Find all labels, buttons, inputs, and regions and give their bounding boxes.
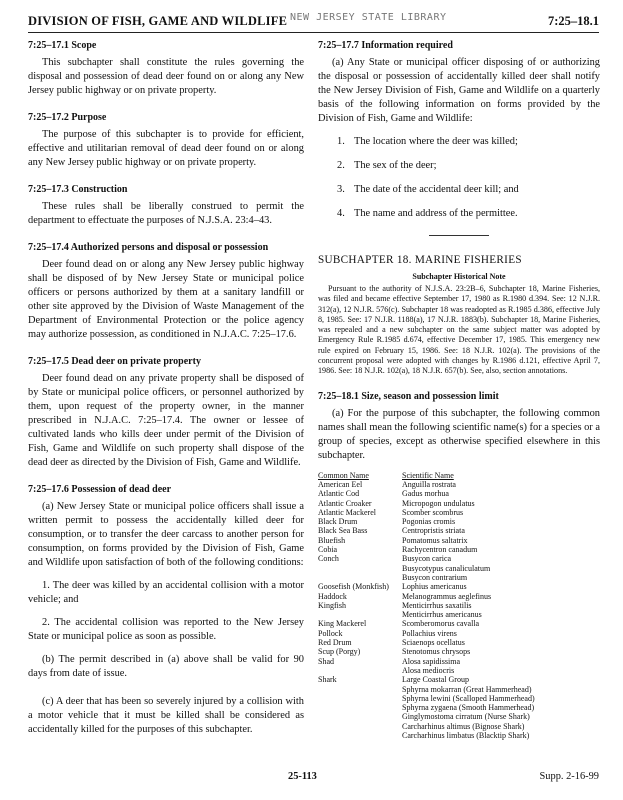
common-name-cell <box>318 703 402 712</box>
table-row <box>318 592 592 601</box>
common-name-cell: Black Drum <box>318 517 358 527</box>
section-text-17-5: Deer found dead on any private property shall be disposed of by State or municipal police officers, or personnel authorized by them, upon request of the property owner, in the manner prescribed in N.J.A.C. 7:25–17.4. The owner or lessee of cultivated lands who kills deer under permit of the Division of Fish, Game and Wildlife on such property shall dispose of the dead deer as directed by the Division of Fish, Game and Wildlife. <box>28 373 304 468</box>
scientific-name-cell: Busycon contrarium <box>402 572 468 582</box>
table-row <box>318 712 592 721</box>
scientific-name-cell: Sphyrna mokarran (Great Hammerhead) <box>402 684 532 694</box>
scientific-name-cell: Gadus morhua <box>402 489 449 499</box>
common-name-cell: Atlantic Cod <box>318 489 360 499</box>
left-column <box>28 40 304 737</box>
scientific-name-cell: Scomber scombrus <box>402 507 464 517</box>
section-heading-17-5: 7:25–17.5 Dead deer on private property <box>28 356 201 367</box>
scientific-name-cell: Pomatomus saltatrix <box>402 535 468 545</box>
right-column <box>318 40 600 740</box>
section-text-17-3: These rules shall be liberally construed to permit the department to effectuate the purposes of N.J.S.A. 23:4–43. <box>28 201 304 226</box>
table-row <box>318 666 592 675</box>
table-row <box>318 480 592 489</box>
table-row <box>318 647 592 656</box>
section-text-17-6-a: (a) New Jersey State or municipal police officers shall issue a written permit to possess the accidentally killed deer for consumption, or to transfer the deer carcass to another person for consumption, on forms provided by the Division of Fish, Game and Wildlife upon satisfaction of both of the following conditions: <box>28 501 304 568</box>
common-name-cell <box>318 610 402 619</box>
scientific-name-cell: Carcharhinus limbatus (Blacktip Shark) <box>402 730 530 740</box>
scientific-name-cell: Menticirrhus saxatilis <box>402 600 472 610</box>
table-row <box>318 554 592 563</box>
subchapter-title: SUBCHAPTER 18. MARINE FISHERIES <box>318 254 522 266</box>
common-name-cell: Kingfish <box>318 600 346 610</box>
condition-2: 2. The accidental collision was reported to the New Jersey State or municipal police as soon as possible. <box>28 617 304 642</box>
section-text-17-1: This subchapter shall constitute the rules governing the disposal and possession of dead deer found on or along any New Jersey public highway or on private property. <box>28 57 304 96</box>
supplement-date: Supp. 2-16-99 <box>539 771 599 782</box>
scientific-name-cell: Busycotypus canaliculatum <box>402 563 491 573</box>
scientific-name-cell: Stenotomus chrysops <box>402 647 471 657</box>
scientific-name-cell: Alosa mediocris <box>402 665 455 675</box>
header-section-number: 7:25–18.1 <box>547 14 599 28</box>
common-name-header: Common Name <box>318 470 369 480</box>
list-item: 4. The name and address of the permittee. <box>337 208 518 219</box>
common-name-cell <box>318 694 402 703</box>
common-name-cell: Cobia <box>318 545 338 555</box>
scientific-name-cell: Melanogrammus aeglefinus <box>402 591 492 601</box>
common-name-cell: Red Drum <box>318 638 352 648</box>
scientific-name-cell: Sphyrna zygaena (Smooth Hammerhead) <box>402 703 535 713</box>
common-name-cell <box>318 731 402 740</box>
common-name-cell <box>318 573 402 582</box>
table-row <box>318 703 592 712</box>
table-row <box>318 517 592 526</box>
table-row <box>318 499 592 508</box>
common-name-cell <box>318 564 402 573</box>
common-name-cell: Haddock <box>318 591 347 601</box>
common-name-cell: Pollock <box>318 628 343 638</box>
table-row <box>318 694 592 703</box>
common-name-cell: Shark <box>318 675 337 685</box>
section-heading-17-2: 7:25–17.2 Purpose <box>28 112 107 123</box>
section-heading-18-1: 7:25–18.1 Size, season and possession limit <box>318 390 499 402</box>
information-list <box>318 135 600 221</box>
table-row <box>318 526 592 535</box>
scientific-name-cell: Pogonias cromis <box>402 517 456 527</box>
common-name-cell <box>318 685 402 694</box>
table-row <box>318 722 592 731</box>
section-heading-17-1: 7:25–17.1 Scope <box>28 40 97 51</box>
header-division-title: DIVISION OF FISH, GAME AND WILDLIFE <box>28 14 288 28</box>
scientific-name-cell: Centropristis striata <box>402 526 465 536</box>
table-row <box>318 601 592 610</box>
table-header-row <box>318 471 592 480</box>
table-row <box>318 629 592 638</box>
table-row <box>318 731 592 740</box>
scientific-name-cell: Busycon carica <box>402 554 452 564</box>
scientific-name-cell: Micropogon undulatus <box>402 498 475 508</box>
section-text-17-7-a: (a) Any State or municipal officer disposing of or authorizing the disposal or possession of accidentally killed deer shall notify the New Jersey Division of Fish, Game and Wildlife on a quarterly basis of the following information on forms provided by the Division of Fish, Game and Wildlife: <box>318 57 600 124</box>
scientific-name-cell: Anguilla rostrata <box>402 479 456 489</box>
table-row <box>318 657 592 666</box>
common-name-cell: Bluefish <box>318 535 346 545</box>
common-name-cell: American Eel <box>318 479 363 489</box>
condition-1: 1. The deer was killed by an accidental collision with a motor vehicle; and <box>28 580 304 605</box>
common-name-cell: Shad <box>318 656 334 666</box>
table-row <box>318 619 592 628</box>
table-row <box>318 536 592 545</box>
common-name-cell <box>318 712 402 721</box>
common-name-cell <box>318 722 402 731</box>
table-row <box>318 582 592 591</box>
common-name-cell: King Mackerel <box>318 619 367 629</box>
library-stamp: NEW JERSEY STATE LIBRARY <box>290 12 447 23</box>
scientific-name-cell: Alosa sapidissima <box>402 656 460 666</box>
common-name-cell: Black Sea Bass <box>318 526 368 536</box>
scientific-name-cell: Large Coastal Group <box>402 675 469 685</box>
section-text-17-6-b: (b) The permit described in (a) above shall be valid for 90 days from date of issue. <box>28 654 304 679</box>
scientific-name-cell: Sciaenops ocellatus <box>402 638 465 648</box>
table-row <box>318 489 592 498</box>
section-heading-17-7: 7:25–17.7 Information required <box>318 40 453 51</box>
section-text-18-1-a: (a) For the purpose of this subchapter, the following common names shall mean the following scientific name(s) for a species or a group of species, except as otherwise specified elsewhere in this subchapter. <box>318 407 600 461</box>
divider <box>429 235 489 236</box>
table-row <box>318 545 592 554</box>
scientific-name-cell: Pollachius virens <box>402 628 457 638</box>
scientific-name-cell: Scomberomorus cavalla <box>402 619 480 629</box>
table-row <box>318 675 592 684</box>
list-item: 2. The sex of the deer; <box>337 160 437 171</box>
scientific-name-cell: Carcharhinus altimus (Bignose Shark) <box>402 721 525 731</box>
section-heading-17-4: 7:25–17.4 Authorized persons and disposal or possession <box>28 242 269 253</box>
scientific-name-cell: Rachycentron canadum <box>402 545 478 555</box>
section-heading-17-3: 7:25–17.3 Construction <box>28 184 128 195</box>
scientific-name-cell: Sphyrna lewini (Scalloped Hammerhead) <box>402 693 535 703</box>
list-item: 1. The location where the deer was killed; <box>337 136 518 147</box>
scientific-name-header: Scientific Name <box>402 470 454 480</box>
historical-note-text: Pursuant to the authority of N.J.S.A. 23:2B–6, Subchapter 18, Marine Fisheries, was filed and became effective September 17, 1980 as R.1980 d.394. See: 12 N.J.R. 312(a), 12 N.J.R. 576(c). Subchapter 18 was readopted as R.1985 d.386, effective July 8, 1985. See: 17 N.J.R. 1188(a), 17 N.J.R. 1883(b). Subchapter 18, Marine Fisheries, was repealed and a new subchapter on the same subject matter was adopted by Emergency Rule R.1985 d.674, effective December 17, 1985. This emergency new rule expired on February 15, 1986. See: 18 N.J.R. 102(a). The provisions of the concurrent proposal were adopted with changes by R.1986 d.121, effective April 7, 1986. See: 18 N.J.R. 102(a), 18 N.J.R. 657(b). See, also, section annotations. <box>318 284 600 376</box>
section-text-17-6-c: (c) A deer that has been so severely injured by a collision with a motor vehicle that it must be killed shall be considered as accidentally killed for the purposes of this subchapter. <box>28 696 304 735</box>
table-row <box>318 564 592 573</box>
species-table <box>318 471 592 741</box>
common-name-cell: Goosefish (Monkfish) <box>318 582 389 592</box>
page-number: 25-113 <box>288 771 317 782</box>
table-row <box>318 508 592 517</box>
page-header <box>28 10 599 33</box>
table-row <box>318 638 592 647</box>
list-item: 3. The date of the accidental deer kill; and <box>337 184 519 195</box>
common-name-cell: Atlantic Mackerel <box>318 507 376 517</box>
table-row <box>318 685 592 694</box>
scientific-name-cell: Menticirrhus americanus <box>402 610 482 620</box>
scientific-name-cell: Lophius americanus <box>402 582 467 592</box>
section-text-17-4: Deer found dead on or along any New Jersey public highway shall be disposed of by New Jersey State or municipal police officers or persons authorized by them at a sanitary landfill or other site approved by the Division of Waste Management of the Department of Environmental Protection or the police agency may authorize possession, as conditioned in N.J.A.C. 7:25–17.6. <box>28 259 304 340</box>
scientific-name-cell: Ginglymostoma cirratum (Nurse Shark) <box>402 712 530 722</box>
common-name-cell: Atlantic Croaker <box>318 498 372 508</box>
historical-note-heading: Subchapter Historical Note <box>412 272 506 281</box>
section-text-17-2: The purpose of this subchapter is to provide for efficient, effective and utilitarian removal of dead deer found on or along any New Jersey public highway or on private property. <box>28 129 304 168</box>
table-row <box>318 573 592 582</box>
table-row <box>318 610 592 619</box>
common-name-cell <box>318 666 402 675</box>
section-heading-17-6: 7:25–17.6 Possession of dead deer <box>28 484 172 495</box>
common-name-cell: Scup (Porgy) <box>318 647 361 657</box>
common-name-cell: Conch <box>318 554 339 564</box>
